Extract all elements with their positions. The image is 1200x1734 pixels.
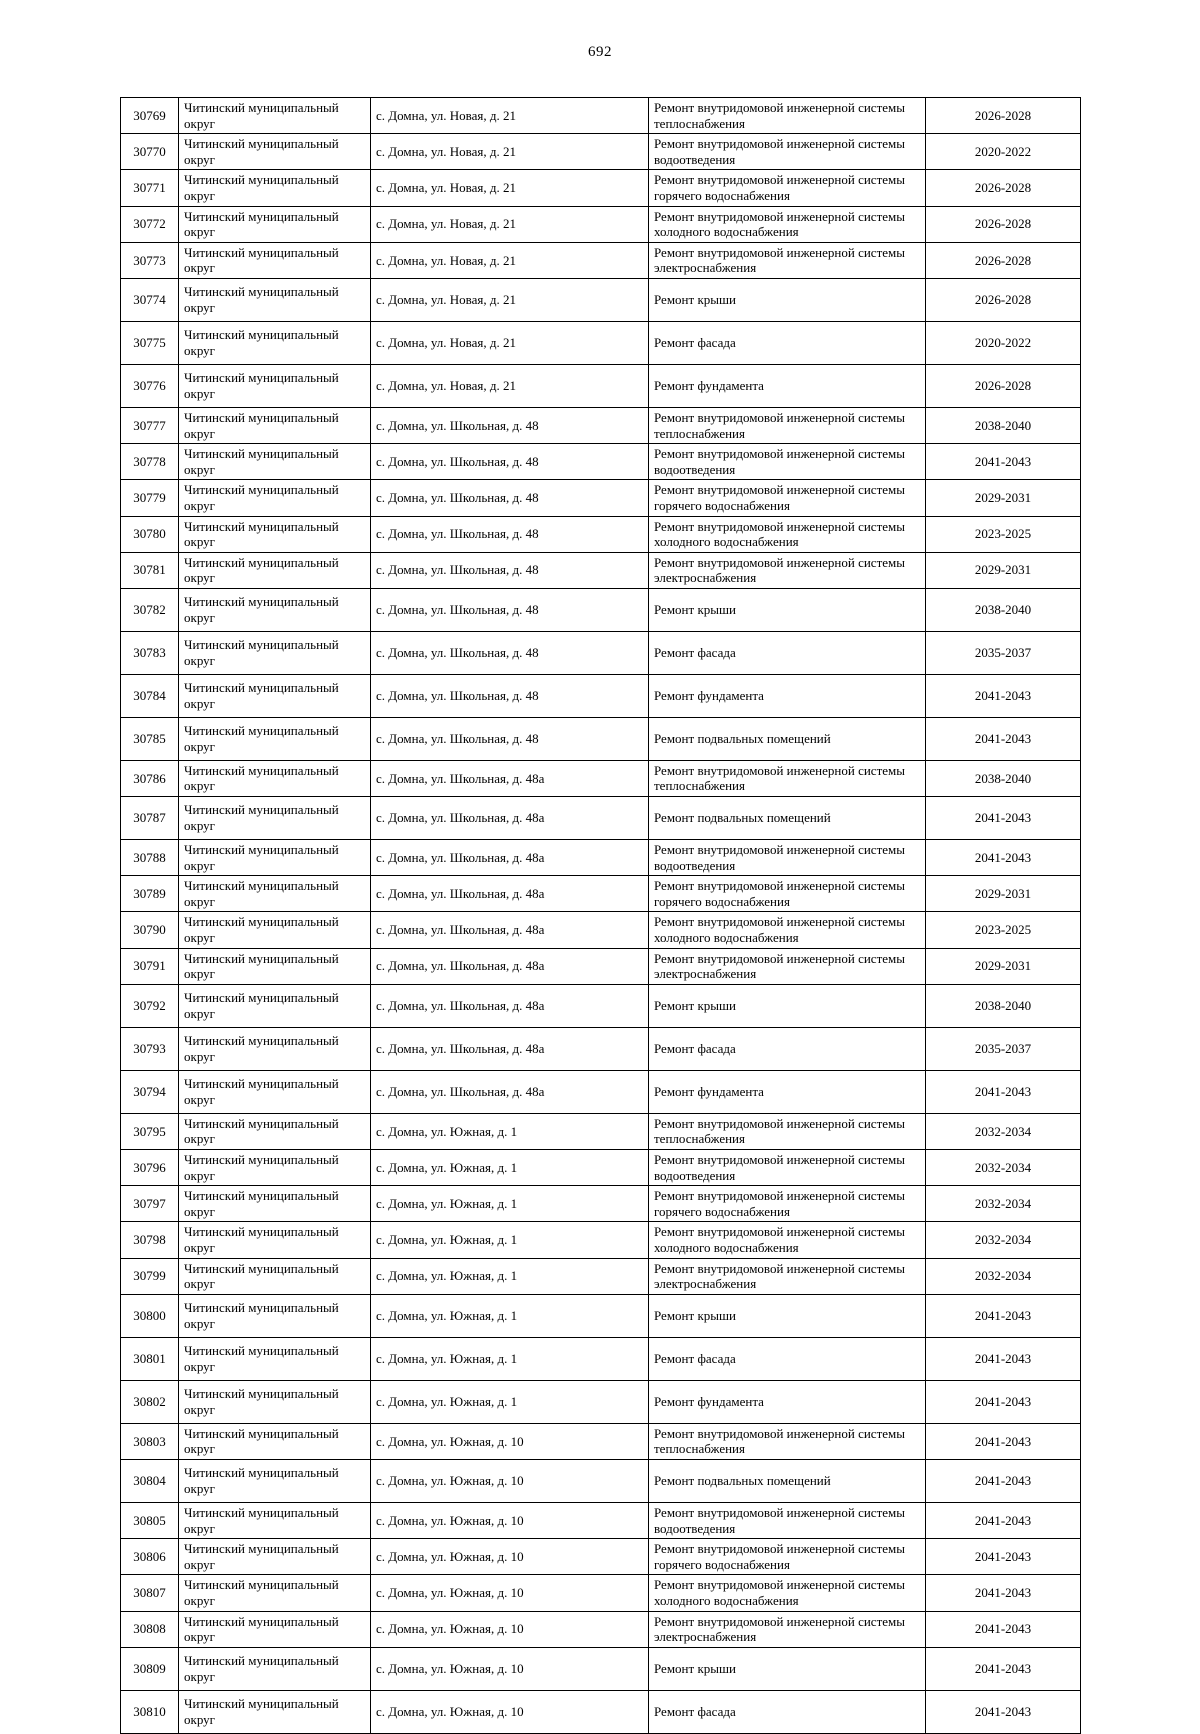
work-type: Ремонт фасада xyxy=(649,1027,926,1070)
municipality: Читинский муниципальный округ xyxy=(179,1294,371,1337)
plan-period: 2023-2025 xyxy=(926,912,1081,948)
table-row xyxy=(121,1258,1081,1294)
address: с. Домна, ул. Южная, д. 10 xyxy=(371,1502,649,1538)
address: с. Домна, ул. Южная, д. 1 xyxy=(371,1222,649,1258)
page-number: 692 xyxy=(588,44,612,60)
address: с. Домна, ул. Школьная, д. 48а xyxy=(371,840,649,876)
table-row xyxy=(121,1113,1081,1149)
work-type: Ремонт внутридомовой инженерной системы электроснабжения xyxy=(649,552,926,588)
row-number: 30785 xyxy=(121,717,179,760)
row-number: 30786 xyxy=(121,760,179,796)
table-row xyxy=(121,674,1081,717)
plan-period: 2041-2043 xyxy=(926,1070,1081,1113)
municipality: Читинский муниципальный округ xyxy=(179,912,371,948)
plan-period: 2029-2031 xyxy=(926,480,1081,516)
table-row xyxy=(121,1502,1081,1538)
table-row xyxy=(121,1611,1081,1647)
address: с. Домна, ул. Школьная, д. 48 xyxy=(371,516,649,552)
plan-period: 2041-2043 xyxy=(926,1502,1081,1538)
municipality: Читинский муниципальный округ xyxy=(179,1690,371,1733)
plan-period: 2041-2043 xyxy=(926,717,1081,760)
address: с. Домна, ул. Южная, д. 1 xyxy=(371,1380,649,1423)
table-row xyxy=(121,552,1081,588)
work-type: Ремонт внутридомовой инженерной системы холодного водоснабжения xyxy=(649,912,926,948)
table-row xyxy=(121,1539,1081,1575)
municipality: Читинский муниципальный округ xyxy=(179,98,371,134)
work-type: Ремонт внутридомовой инженерной системы горячего водоснабжения xyxy=(649,876,926,912)
row-number: 30773 xyxy=(121,242,179,278)
plan-period: 2026-2028 xyxy=(926,98,1081,134)
work-type: Ремонт внутридомовой инженерной системы холодного водоснабжения xyxy=(649,206,926,242)
row-number: 30770 xyxy=(121,134,179,170)
municipality: Читинский муниципальный округ xyxy=(179,1611,371,1647)
work-type: Ремонт внутридомовой инженерной системы водоотведения xyxy=(649,134,926,170)
municipality: Читинский муниципальный округ xyxy=(179,631,371,674)
address: с. Домна, ул. Новая, д. 21 xyxy=(371,242,649,278)
address: с. Домна, ул. Школьная, д. 48а xyxy=(371,797,649,840)
plan-period: 2038-2040 xyxy=(926,588,1081,631)
work-type: Ремонт подвальных помещений xyxy=(649,797,926,840)
municipality: Читинский муниципальный округ xyxy=(179,1502,371,1538)
row-number: 30805 xyxy=(121,1502,179,1538)
table-row xyxy=(121,516,1081,552)
municipality: Читинский муниципальный округ xyxy=(179,1647,371,1690)
municipality: Читинский муниципальный округ xyxy=(179,552,371,588)
plan-period: 2032-2034 xyxy=(926,1113,1081,1149)
municipality: Читинский муниципальный округ xyxy=(179,1380,371,1423)
plan-period: 2038-2040 xyxy=(926,760,1081,796)
table-row xyxy=(121,1575,1081,1611)
plan-period: 2041-2043 xyxy=(926,1611,1081,1647)
municipality: Читинский муниципальный округ xyxy=(179,674,371,717)
address: с. Домна, ул. Южная, д. 10 xyxy=(371,1423,649,1459)
table-row xyxy=(121,876,1081,912)
address: с. Домна, ул. Школьная, д. 48 xyxy=(371,480,649,516)
work-type: Ремонт фундамента xyxy=(649,674,926,717)
plan-period: 2041-2043 xyxy=(926,444,1081,480)
address: с. Домна, ул. Школьная, д. 48 xyxy=(371,674,649,717)
work-type: Ремонт внутридомовой инженерной системы горячего водоснабжения xyxy=(649,1186,926,1222)
municipality: Читинский муниципальный округ xyxy=(179,364,371,407)
table-row xyxy=(121,1647,1081,1690)
work-type: Ремонт внутридомовой инженерной системы водоотведения xyxy=(649,1150,926,1186)
table-row xyxy=(121,912,1081,948)
address: с. Домна, ул. Южная, д. 10 xyxy=(371,1575,649,1611)
table-row xyxy=(121,206,1081,242)
row-number: 30771 xyxy=(121,170,179,206)
plan-period: 2029-2031 xyxy=(926,876,1081,912)
plan-period: 2041-2043 xyxy=(926,1380,1081,1423)
table-row xyxy=(121,1459,1081,1502)
table-row xyxy=(121,840,1081,876)
plan-period: 2041-2043 xyxy=(926,674,1081,717)
table-row xyxy=(121,1222,1081,1258)
plan-period: 2035-2037 xyxy=(926,1027,1081,1070)
work-type: Ремонт внутридомовой инженерной системы водоотведения xyxy=(649,840,926,876)
address: с. Домна, ул. Новая, д. 21 xyxy=(371,278,649,321)
plan-period: 2029-2031 xyxy=(926,552,1081,588)
repair-schedule-table xyxy=(120,97,1081,1734)
municipality: Читинский муниципальный округ xyxy=(179,1258,371,1294)
work-type: Ремонт подвальных помещений xyxy=(649,1459,926,1502)
address: с. Домна, ул. Южная, д. 10 xyxy=(371,1647,649,1690)
work-type: Ремонт крыши xyxy=(649,1647,926,1690)
municipality: Читинский муниципальный округ xyxy=(179,321,371,364)
table-row xyxy=(121,717,1081,760)
plan-period: 2041-2043 xyxy=(926,1337,1081,1380)
work-type: Ремонт внутридомовой инженерной системы теплоснабжения xyxy=(649,760,926,796)
address: с. Домна, ул. Новая, д. 21 xyxy=(371,98,649,134)
municipality: Читинский муниципальный округ xyxy=(179,516,371,552)
table-row xyxy=(121,1186,1081,1222)
table-row xyxy=(121,948,1081,984)
row-number: 30783 xyxy=(121,631,179,674)
plan-period: 2026-2028 xyxy=(926,170,1081,206)
row-number: 30796 xyxy=(121,1150,179,1186)
work-type: Ремонт внутридомовой инженерной системы холодного водоснабжения xyxy=(649,1575,926,1611)
table-row xyxy=(121,760,1081,796)
row-number: 30793 xyxy=(121,1027,179,1070)
work-type: Ремонт фасада xyxy=(649,1337,926,1380)
work-type: Ремонт внутридомовой инженерной системы электроснабжения xyxy=(649,948,926,984)
row-number: 30795 xyxy=(121,1113,179,1149)
table-row xyxy=(121,797,1081,840)
table-row xyxy=(121,278,1081,321)
plan-period: 2032-2034 xyxy=(926,1150,1081,1186)
plan-period: 2041-2043 xyxy=(926,1459,1081,1502)
plan-period: 2026-2028 xyxy=(926,278,1081,321)
address: с. Домна, ул. Южная, д. 1 xyxy=(371,1186,649,1222)
row-number: 30789 xyxy=(121,876,179,912)
municipality: Читинский муниципальный округ xyxy=(179,1150,371,1186)
address: с. Домна, ул. Южная, д. 1 xyxy=(371,1113,649,1149)
row-number: 30794 xyxy=(121,1070,179,1113)
table-row xyxy=(121,1337,1081,1380)
municipality: Читинский муниципальный округ xyxy=(179,1113,371,1149)
row-number: 30803 xyxy=(121,1423,179,1459)
work-type: Ремонт внутридомовой инженерной системы холодного водоснабжения xyxy=(649,1222,926,1258)
plan-period: 2041-2043 xyxy=(926,797,1081,840)
table-row xyxy=(121,170,1081,206)
table-row xyxy=(121,1380,1081,1423)
address: с. Домна, ул. Школьная, д. 48 xyxy=(371,717,649,760)
municipality: Читинский муниципальный округ xyxy=(179,948,371,984)
address: с. Домна, ул. Школьная, д. 48 xyxy=(371,588,649,631)
municipality: Читинский муниципальный округ xyxy=(179,717,371,760)
plan-period: 2041-2043 xyxy=(926,1423,1081,1459)
municipality: Читинский муниципальный округ xyxy=(179,840,371,876)
address: с. Домна, ул. Новая, д. 21 xyxy=(371,170,649,206)
work-type: Ремонт внутридомовой инженерной системы теплоснабжения xyxy=(649,1113,926,1149)
plan-period: 2026-2028 xyxy=(926,242,1081,278)
table-row xyxy=(121,134,1081,170)
plan-period: 2041-2043 xyxy=(926,840,1081,876)
work-type: Ремонт внутридомовой инженерной системы теплоснабжения xyxy=(649,407,926,443)
work-type: Ремонт фундамента xyxy=(649,364,926,407)
municipality: Читинский муниципальный округ xyxy=(179,876,371,912)
row-number: 30802 xyxy=(121,1380,179,1423)
work-type: Ремонт внутридомовой инженерной системы горячего водоснабжения xyxy=(649,480,926,516)
row-number: 30804 xyxy=(121,1459,179,1502)
table-row xyxy=(121,631,1081,674)
table-row xyxy=(121,321,1081,364)
table-row xyxy=(121,480,1081,516)
address: с. Домна, ул. Южная, д. 1 xyxy=(371,1294,649,1337)
plan-period: 2041-2043 xyxy=(926,1575,1081,1611)
address: с. Домна, ул. Новая, д. 21 xyxy=(371,206,649,242)
table-row xyxy=(121,242,1081,278)
table-row xyxy=(121,1070,1081,1113)
address: с. Домна, ул. Школьная, д. 48а xyxy=(371,984,649,1027)
address: с. Домна, ул. Школьная, д. 48а xyxy=(371,1027,649,1070)
plan-period: 2041-2043 xyxy=(926,1294,1081,1337)
table-row xyxy=(121,407,1081,443)
address: с. Домна, ул. Южная, д. 1 xyxy=(371,1150,649,1186)
plan-period: 2038-2040 xyxy=(926,407,1081,443)
row-number: 30809 xyxy=(121,1647,179,1690)
work-type: Ремонт крыши xyxy=(649,278,926,321)
row-number: 30787 xyxy=(121,797,179,840)
table-row xyxy=(121,98,1081,134)
row-number: 30799 xyxy=(121,1258,179,1294)
work-type: Ремонт внутридомовой инженерной системы водоотведения xyxy=(649,444,926,480)
address: с. Домна, ул. Школьная, д. 48а xyxy=(371,1070,649,1113)
municipality: Читинский муниципальный округ xyxy=(179,407,371,443)
municipality: Читинский муниципальный округ xyxy=(179,1423,371,1459)
table-row xyxy=(121,1027,1081,1070)
row-number: 30784 xyxy=(121,674,179,717)
work-type: Ремонт фундамента xyxy=(649,1380,926,1423)
address: с. Домна, ул. Школьная, д. 48 xyxy=(371,631,649,674)
work-type: Ремонт внутридомовой инженерной системы горячего водоснабжения xyxy=(649,170,926,206)
municipality: Читинский муниципальный округ xyxy=(179,1222,371,1258)
address: с. Домна, ул. Южная, д. 10 xyxy=(371,1611,649,1647)
plan-period: 2026-2028 xyxy=(926,206,1081,242)
row-number: 30772 xyxy=(121,206,179,242)
row-number: 30810 xyxy=(121,1690,179,1733)
work-type: Ремонт фундамента xyxy=(649,1070,926,1113)
municipality: Читинский муниципальный округ xyxy=(179,1337,371,1380)
work-type: Ремонт внутридомовой инженерной системы электроснабжения xyxy=(649,1611,926,1647)
plan-period: 2038-2040 xyxy=(926,984,1081,1027)
address: с. Домна, ул. Школьная, д. 48а xyxy=(371,760,649,796)
row-number: 30788 xyxy=(121,840,179,876)
address: с. Домна, ул. Новая, д. 21 xyxy=(371,321,649,364)
table-row xyxy=(121,588,1081,631)
municipality: Читинский муниципальный округ xyxy=(179,444,371,480)
address: с. Домна, ул. Южная, д. 1 xyxy=(371,1258,649,1294)
address: с. Домна, ул. Школьная, д. 48а xyxy=(371,876,649,912)
row-number: 30808 xyxy=(121,1611,179,1647)
row-number: 30769 xyxy=(121,98,179,134)
work-type: Ремонт внутридомовой инженерной системы водоотведения xyxy=(649,1502,926,1538)
row-number: 30776 xyxy=(121,364,179,407)
row-number: 30782 xyxy=(121,588,179,631)
plan-period: 2035-2037 xyxy=(926,631,1081,674)
work-type: Ремонт внутридомовой инженерной системы теплоснабжения xyxy=(649,1423,926,1459)
municipality: Читинский муниципальный округ xyxy=(179,206,371,242)
address: с. Домна, ул. Школьная, д. 48 xyxy=(371,407,649,443)
municipality: Читинский муниципальный округ xyxy=(179,1459,371,1502)
municipality: Читинский муниципальный округ xyxy=(179,984,371,1027)
municipality: Читинский муниципальный округ xyxy=(179,242,371,278)
row-number: 30780 xyxy=(121,516,179,552)
plan-period: 2032-2034 xyxy=(926,1186,1081,1222)
row-number: 30777 xyxy=(121,407,179,443)
plan-period: 2041-2043 xyxy=(926,1647,1081,1690)
plan-period: 2032-2034 xyxy=(926,1258,1081,1294)
row-number: 30778 xyxy=(121,444,179,480)
table-row xyxy=(121,984,1081,1027)
municipality: Читинский муниципальный округ xyxy=(179,1070,371,1113)
municipality: Читинский муниципальный округ xyxy=(179,760,371,796)
work-type: Ремонт фасада xyxy=(649,631,926,674)
plan-period: 2020-2022 xyxy=(926,134,1081,170)
municipality: Читинский муниципальный округ xyxy=(179,1027,371,1070)
plan-period: 2032-2034 xyxy=(926,1222,1081,1258)
work-type: Ремонт крыши xyxy=(649,984,926,1027)
row-number: 30807 xyxy=(121,1575,179,1611)
municipality: Читинский муниципальный округ xyxy=(179,170,371,206)
work-type: Ремонт крыши xyxy=(649,1294,926,1337)
table-row xyxy=(121,1294,1081,1337)
work-type: Ремонт внутридомовой инженерной системы электроснабжения xyxy=(649,1258,926,1294)
municipality: Читинский муниципальный округ xyxy=(179,134,371,170)
work-type: Ремонт подвальных помещений xyxy=(649,717,926,760)
address: с. Домна, ул. Южная, д. 10 xyxy=(371,1690,649,1733)
row-number: 30806 xyxy=(121,1539,179,1575)
table-row xyxy=(121,1150,1081,1186)
municipality: Читинский муниципальный округ xyxy=(179,1539,371,1575)
work-type: Ремонт внутридомовой инженерной системы электроснабжения xyxy=(649,242,926,278)
municipality: Читинский муниципальный округ xyxy=(179,1186,371,1222)
row-number: 30781 xyxy=(121,552,179,588)
row-number: 30801 xyxy=(121,1337,179,1380)
table-row xyxy=(121,444,1081,480)
address: с. Домна, ул. Школьная, д. 48а xyxy=(371,948,649,984)
address: с. Домна, ул. Новая, д. 21 xyxy=(371,134,649,170)
municipality: Читинский муниципальный округ xyxy=(179,588,371,631)
plan-period: 2023-2025 xyxy=(926,516,1081,552)
table-row xyxy=(121,364,1081,407)
address: с. Домна, ул. Новая, д. 21 xyxy=(371,364,649,407)
address: с. Домна, ул. Южная, д. 10 xyxy=(371,1459,649,1502)
row-number: 30774 xyxy=(121,278,179,321)
row-number: 30775 xyxy=(121,321,179,364)
row-number: 30792 xyxy=(121,984,179,1027)
municipality: Читинский муниципальный округ xyxy=(179,278,371,321)
work-type: Ремонт крыши xyxy=(649,588,926,631)
table-row xyxy=(121,1423,1081,1459)
work-type: Ремонт внутридомовой инженерной системы горячего водоснабжения xyxy=(649,1539,926,1575)
row-number: 30798 xyxy=(121,1222,179,1258)
plan-period: 2041-2043 xyxy=(926,1539,1081,1575)
row-number: 30791 xyxy=(121,948,179,984)
work-type: Ремонт фасада xyxy=(649,321,926,364)
address: с. Домна, ул. Южная, д. 10 xyxy=(371,1539,649,1575)
plan-period: 2041-2043 xyxy=(926,1690,1081,1733)
work-type: Ремонт внутридомовой инженерной системы теплоснабжения xyxy=(649,98,926,134)
work-type: Ремонт фасада xyxy=(649,1690,926,1733)
plan-period: 2020-2022 xyxy=(926,321,1081,364)
row-number: 30779 xyxy=(121,480,179,516)
address: с. Домна, ул. Южная, д. 1 xyxy=(371,1337,649,1380)
row-number: 30790 xyxy=(121,912,179,948)
municipality: Читинский муниципальный округ xyxy=(179,797,371,840)
row-number: 30800 xyxy=(121,1294,179,1337)
plan-period: 2026-2028 xyxy=(926,364,1081,407)
address: с. Домна, ул. Школьная, д. 48а xyxy=(371,912,649,948)
municipality: Читинский муниципальный округ xyxy=(179,1575,371,1611)
municipality: Читинский муниципальный округ xyxy=(179,480,371,516)
address: с. Домна, ул. Школьная, д. 48 xyxy=(371,552,649,588)
work-type: Ремонт внутридомовой инженерной системы холодного водоснабжения xyxy=(649,516,926,552)
plan-period: 2029-2031 xyxy=(926,948,1081,984)
row-number: 30797 xyxy=(121,1186,179,1222)
table-body xyxy=(121,98,1081,1734)
address: с. Домна, ул. Школьная, д. 48 xyxy=(371,444,649,480)
